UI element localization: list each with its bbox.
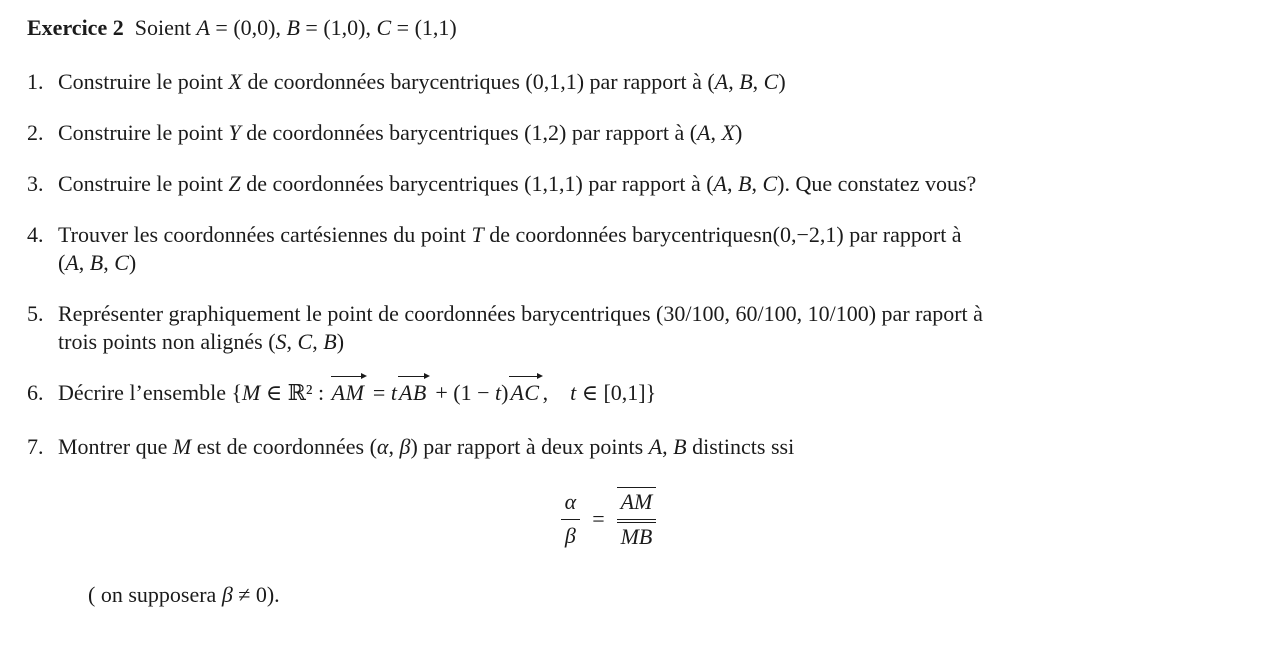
math-i-segment: M (172, 434, 192, 459)
text-line (58, 328, 1223, 356)
text-segment: Construire le point (58, 120, 229, 145)
text-segment: = (1,0), (299, 15, 377, 40)
text-segment: ) (128, 250, 137, 275)
measure-mb-denominator: MB (617, 522, 657, 551)
math-i-segment: A (713, 171, 727, 196)
text-segment: Décrire l’ensemble { (58, 380, 243, 405)
math-i-segment: β (399, 434, 411, 459)
math-i-segment: B (286, 15, 300, 40)
math-vec-segment: AB (398, 380, 427, 405)
math-i-segment: A (714, 69, 729, 94)
text-segment: , (728, 69, 740, 94)
math-i-segment: C (762, 171, 778, 196)
text-line (58, 119, 1223, 147)
text-segment: , (752, 69, 764, 94)
text-segment: ). Que constatez vous? (777, 171, 977, 196)
math-i-segment: M (242, 380, 261, 405)
math-i-segment: t (390, 380, 397, 405)
measure-am-numerator: AM (617, 487, 657, 516)
text-segment: Représenter graphiquement le point de coordonnées barycentriques (30/100, 60/100, 10/100) par raport à (58, 301, 983, 326)
item-text (58, 170, 1223, 198)
equation (54, 487, 1163, 551)
exercise-header (27, 14, 1223, 42)
math-i-segment: Z (228, 171, 241, 196)
fraction-alpha-beta (561, 488, 581, 550)
text-segment: Montrer que (58, 434, 173, 459)
question-item-1 (27, 68, 1223, 96)
text-line (58, 433, 1223, 461)
math-i-segment: X (228, 69, 242, 94)
item-number: 1. (27, 69, 44, 94)
math-i-segment: A (65, 250, 79, 275)
text-segment: , (727, 171, 738, 196)
math-i-segment: S (275, 329, 287, 354)
text-segment: ) (501, 380, 509, 405)
question-item-3 (27, 170, 1223, 198)
text-segment: Construire le point (58, 69, 229, 94)
text-segment: est de coordonnées ( (191, 434, 377, 459)
item-text (58, 379, 1223, 407)
text-segment: = (367, 380, 391, 405)
math-i-segment: A (648, 434, 663, 459)
footnote (88, 581, 1223, 609)
text-segment: de coordonnées barycentriquesn(0,−2,1) par rapport à (483, 222, 962, 247)
text-segment: ) (778, 69, 786, 94)
item-text (58, 119, 1223, 147)
text-line (58, 300, 1223, 328)
text-segment: , (542, 380, 571, 405)
fraction-bar (561, 519, 581, 520)
text-segment: Trouver les coordonnées cartésiennes du point (58, 222, 472, 247)
text-segment: , (710, 120, 722, 145)
item-number: 2. (27, 120, 44, 145)
text-segment: Soient (134, 15, 197, 40)
item-text (58, 68, 1223, 96)
math-i-segment: T (471, 222, 484, 247)
math-vec-segment: AM (331, 380, 365, 405)
item-text (58, 300, 1223, 356)
question-item-6 (27, 379, 1223, 407)
text-segment: ) par rapport à deux points (410, 434, 649, 459)
alpha-numerator: α (564, 489, 577, 514)
text-segment: ( (58, 250, 66, 275)
math-i-segment: B (323, 329, 337, 354)
math-i-segment: α (376, 434, 389, 459)
math-i-segment: B (738, 171, 752, 196)
text-line (58, 249, 1223, 277)
text-segment: , (751, 171, 763, 196)
exercise-label: Exercice 2 (27, 15, 124, 40)
question-item-7 (27, 433, 1223, 461)
text-segment: = (1,1) (391, 15, 457, 40)
text-segment: , (388, 434, 400, 459)
text-segment: , (78, 250, 90, 275)
math-i-segment: C (763, 69, 779, 94)
question-item-4 (27, 221, 1223, 277)
question-list (27, 68, 1223, 461)
item-number: 4. (27, 222, 44, 247)
item-text (58, 433, 1223, 461)
text-segment: de coordonnées barycentriques (1,1,1) par rapport à ( (240, 171, 714, 196)
math-vec-segment: AC (510, 380, 540, 405)
equals-sign: = (592, 506, 605, 531)
text-segment: ( on supposera (88, 582, 222, 607)
text-segment: , (662, 434, 674, 459)
math-i-segment: B (673, 434, 687, 459)
math-i-segment: β (221, 582, 233, 607)
text-segment: trois points non alignés ( (58, 329, 276, 354)
math-i-segment: B (89, 250, 104, 275)
text-segment: Construire le point (58, 171, 229, 196)
text-segment: , (286, 329, 298, 354)
math-i-segment: C (376, 15, 392, 40)
math-i-segment: X (721, 120, 735, 145)
text-segment: , (103, 250, 115, 275)
math-i-segment: C (114, 250, 129, 275)
item-number: 7. (27, 434, 44, 459)
text-segment: ≠ 0). (232, 582, 280, 607)
fraction-measures (617, 487, 657, 551)
text-line (58, 379, 1223, 407)
text-segment: , (312, 329, 324, 354)
exercise-intro (135, 15, 457, 40)
text-segment: de coordonnées barycentriques (1,2) par rapport à ( (240, 120, 698, 145)
fraction-bar (617, 519, 657, 520)
beta-denominator: β (564, 523, 576, 548)
item-number: 6. (27, 380, 44, 405)
text-segment: ∈ ℝ² : (260, 380, 330, 405)
item-number: 3. (27, 171, 44, 196)
text-segment: ) (336, 329, 345, 354)
math-i-segment: Y (228, 120, 241, 145)
math-i-segment: A (196, 15, 210, 40)
text-segment: + (1 − (429, 380, 495, 405)
math-i-segment: B (739, 69, 753, 94)
text-segment: de coordonnées barycentriques (0,1,1) par rapport à ( (241, 69, 715, 94)
math-i-segment: A (697, 120, 711, 145)
math-i-segment: t (494, 380, 502, 405)
text-segment: = (0,0), (209, 15, 287, 40)
question-item-2 (27, 119, 1223, 147)
question-item-5 (27, 300, 1223, 356)
item-number: 5. (27, 301, 44, 326)
text-line (58, 221, 1223, 249)
item-text (58, 221, 1223, 277)
text-segment: ∈ [0,1]} (576, 380, 657, 405)
math-i-segment: t (570, 380, 577, 405)
text-line (58, 170, 1223, 198)
text-segment: distincts ssi (686, 434, 795, 459)
math-i-segment: C (297, 329, 313, 354)
text-line (58, 68, 1223, 96)
text-segment: ) (734, 120, 743, 145)
